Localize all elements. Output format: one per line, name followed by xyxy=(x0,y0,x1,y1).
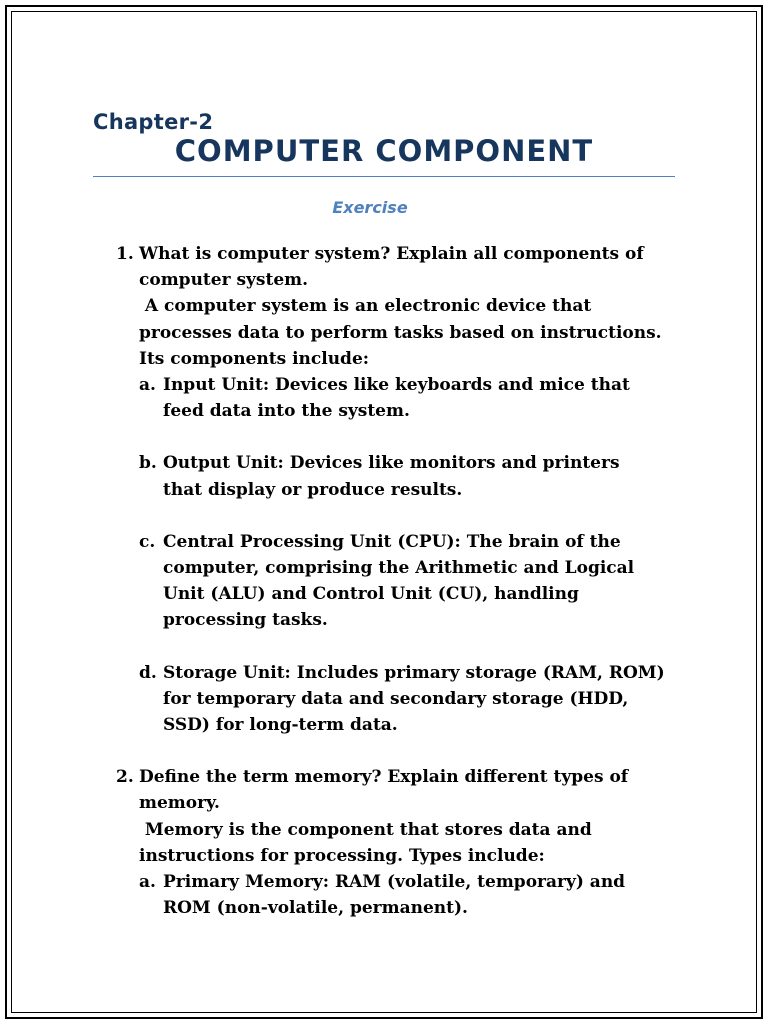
answer-text-line: A computer system is an electronic device that xyxy=(139,296,592,317)
sub-item-text-line: computer, comprising the Arithmetic and Logical xyxy=(163,558,635,579)
sub-item-letter: d. xyxy=(139,662,157,683)
question-text-line: Define the term memory? Explain different types of xyxy=(139,767,629,788)
spacer xyxy=(116,424,686,450)
question-text-line: memory. xyxy=(139,793,220,814)
sub-item-letter: c. xyxy=(139,531,156,552)
sub-list-item xyxy=(116,869,686,921)
question-number: 2. xyxy=(116,767,134,788)
section-subtitle: Exercise xyxy=(332,198,408,217)
sub-item-text-line: Storage Unit: Includes primary storage (RAM, ROM) xyxy=(163,662,665,683)
spacer xyxy=(116,738,686,764)
sub-item-letter: a. xyxy=(139,375,156,396)
sub-list xyxy=(116,372,686,738)
sub-list-item xyxy=(116,660,686,739)
sub-list-item xyxy=(116,372,686,424)
sub-item-text-line: ROM (non-volatile, permanent). xyxy=(163,898,468,919)
question-text-line: computer system. xyxy=(139,270,309,291)
sub-item-text-line: for temporary data and secondary storage (HDD, xyxy=(163,688,629,709)
answer-text-line: Its components include: xyxy=(139,348,370,369)
sub-item-text-line: Input Unit: Devices like keyboards and mice that xyxy=(163,375,630,396)
sub-item-text-line: SSD) for long-term data. xyxy=(163,715,398,736)
sub-item-text-line: feed data into the system. xyxy=(163,401,410,422)
spacer xyxy=(116,503,686,529)
sub-item-text-line: that display or produce results. xyxy=(163,479,463,500)
sub-item-text-line: Primary Memory: RAM (volatile, temporary) and xyxy=(163,872,626,893)
question-item xyxy=(116,241,686,738)
answer-text-line: processes data to perform tasks based on instructions. xyxy=(139,322,662,343)
exercise-list xyxy=(116,241,686,921)
spacer xyxy=(116,634,686,660)
sub-item-text-line: Unit (ALU) and Control Unit (CU), handling xyxy=(163,584,579,605)
sub-item-text-line: Output Unit: Devices like monitors and printers xyxy=(163,453,620,474)
question-item xyxy=(116,764,686,921)
sub-item-letter: b. xyxy=(139,453,157,474)
question-number: 1. xyxy=(116,244,134,264)
sub-item-text-line: processing tasks. xyxy=(163,610,328,631)
sub-list-item xyxy=(116,450,686,502)
sub-item-text-line: Central Processing Unit (CPU): The brain of the xyxy=(163,531,621,552)
chapter-label: Chapter-2 xyxy=(93,110,214,134)
sub-item-letter: a. xyxy=(139,872,156,893)
sub-list xyxy=(116,869,686,921)
sub-list-item xyxy=(116,529,686,634)
answer-text-line: Memory is the component that stores data and xyxy=(139,819,592,840)
page-title: COMPUTER COMPONENT xyxy=(174,134,594,168)
question-text-line: What is computer system? Explain all components of xyxy=(139,244,644,264)
title-divider xyxy=(93,176,675,177)
answer-text-line: instructions for processing. Types include: xyxy=(139,845,545,866)
